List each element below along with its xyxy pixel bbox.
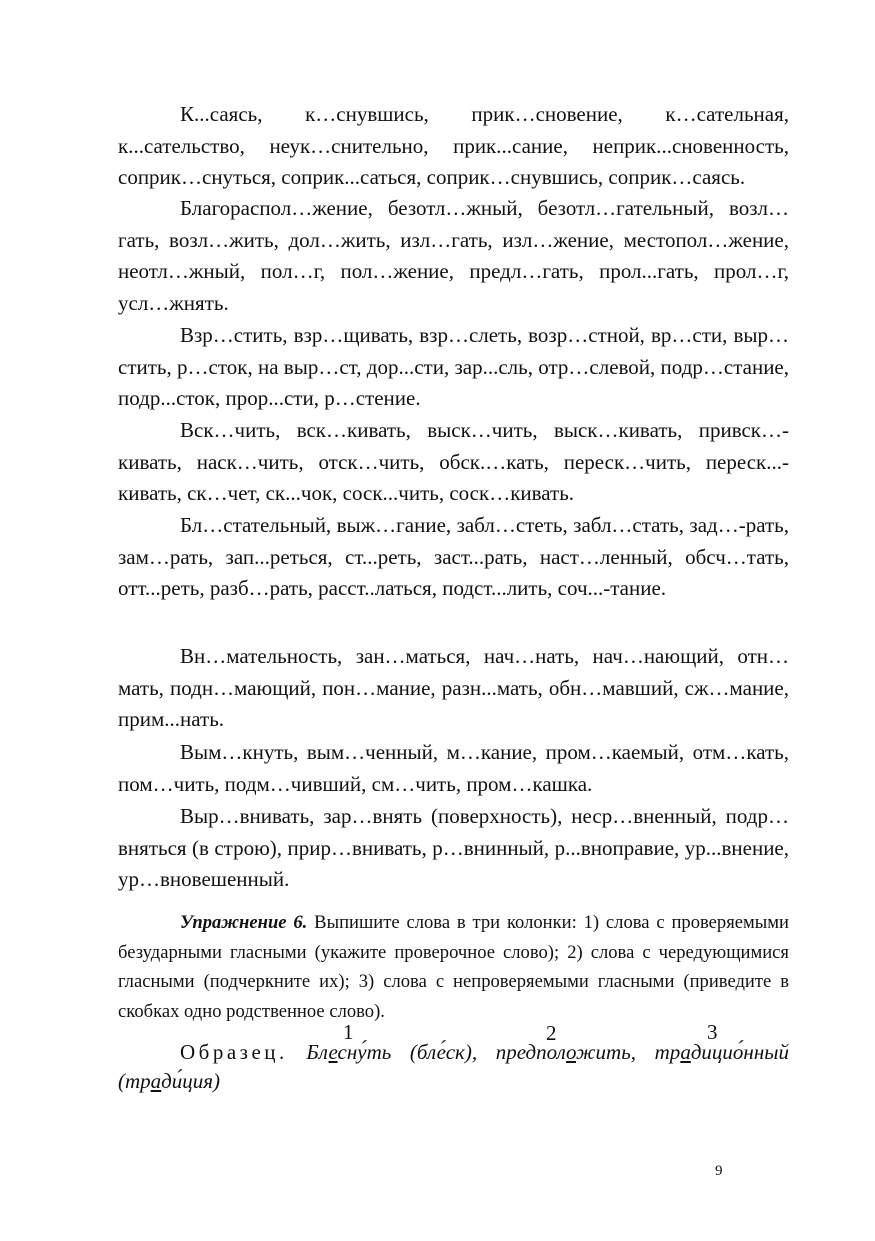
exercise-6-instructions (118, 908, 789, 1026)
exercise-paragraph: Бл…стательный, выж…гание, забл…стеть, забл…стать, зад…-рать, зам…рать, зап...реться, ст...реть, заст...рать, наст…ленный, обсч…тать, отт...реть, разб…рать, расст..латься, подст...лить, соч...-тание. (118, 513, 789, 600)
column-marker-2: 2 (546, 1021, 557, 1045)
exercise-text: Выпишите слова в три колонки: 1) слова с проверяемыми безударными гласными (укажите проверочное слово); 2) слова с чередующимися гласными (подчеркните их); 3) слова с непроверяемыми гласными (приведите в скобках одно родственное слово). (118, 912, 789, 1022)
exercise-title: Упражнение 6. (180, 912, 308, 933)
column-marker-1: 1 (343, 1020, 354, 1044)
exercise-paragraph: Взр…стить, взр…щивать, взр…слеть, возр…стной, вр…сти, выр…стить, р…сток, на выр…ст, дор...сти, зар...сль, отр…слевой, подр…стание, подр...сток, прор...сти, р…стение. (118, 323, 789, 410)
sample-word-3: традицио́нный (тради́ция) (118, 1040, 789, 1093)
sample-line (118, 1038, 789, 1096)
exercise-paragraph: Вск…чить, вск…кивать, выск…чить, выск…кивать, привск…-кивать, наск…чить, отск…чить, обск.…кать, переск…чить, переск...-кивать, ск…чет, ск...чок, соск...чить, соск…кивать. (118, 418, 789, 505)
sample-word-2: предположить, (495, 1040, 655, 1064)
sample-label: Образец. (180, 1040, 288, 1064)
column-marker-3: 3 (707, 1020, 718, 1044)
exercise-paragraph: Благораспол…жение, безотл…жный, безотл…гательный, возл…гать, возл…жить, дол…жить, изл…гать, изл…жение, местопол…жение, неотл…жный, пол…г, пол…жение, предл…гать, прол...гать, прол…г, усл…жнять. (118, 196, 789, 315)
sample-word-1: Блесну́ть (бле́ск), (306, 1040, 496, 1064)
exercise-paragraph: К...саясь, к…снувшись, прик…сновение, к…сательная, к...сательство, неук…снительно, прик...сание, неприк...сновенность, соприк…снуться, соприк...саться, соприк…снувшись, соприк…саясь. (118, 102, 789, 189)
exercise-paragraph: Выр…внивать, зар…внять (поверхность), неср…вненный, подр…вняться (в строю), прир…внивать, р…внинный, р...вноправие, ур...внение, ур…вновешенный. (118, 804, 789, 891)
exercise-paragraph: Вым…кнуть, вым…ченный, м…кание, пром…каемый, отм…кать, пом…чить, подм…чивший, см…чить, пром…кашка. (118, 740, 789, 796)
page-number: 9 (715, 1163, 723, 1179)
exercise-paragraph: Вн…мательность, зан…маться, нач…нать, нач…нающий, отн…мать, подн…мающий, пон…мание, разн...мать, обн…мавший, сж…мание, прим...нать. (118, 644, 789, 731)
